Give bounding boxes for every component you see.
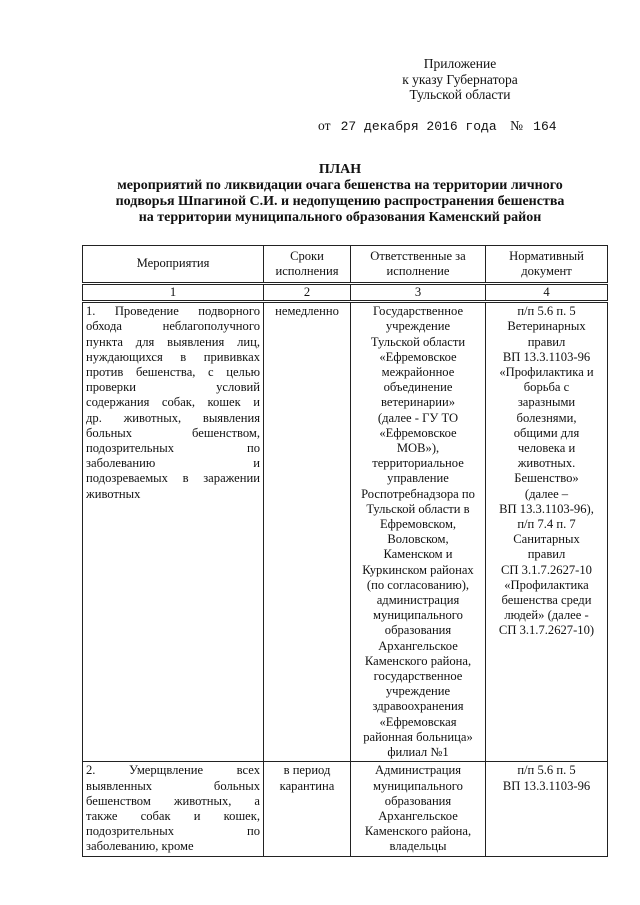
cell-line: бешенством животных, а xyxy=(86,793,260,808)
cell-line: (далее – xyxy=(524,486,569,501)
cell-line: «Профилактика и xyxy=(499,365,594,380)
cell-line: (по согласованию), xyxy=(366,577,470,592)
cell-line: здравоохранения xyxy=(372,699,464,714)
term-cell xyxy=(264,302,351,762)
cell-line: проверки условий xyxy=(86,380,260,395)
cell-line: человека и xyxy=(517,441,576,456)
responsible-cell xyxy=(351,762,486,856)
cell-line: «Профилактика xyxy=(504,577,589,592)
cell-line: Каменского района, xyxy=(364,824,472,839)
cell-line: обхода неблагополучного xyxy=(86,319,260,334)
appendix-line-3: Тульской области xyxy=(409,87,511,102)
cell-line: нуждающихся в прививках xyxy=(86,349,260,364)
cell-line: ВП 13.3.1103-96 xyxy=(502,349,591,364)
title-line-3: на территории муниципального образования Каменский район xyxy=(138,210,542,225)
cell-line: Тульской области в xyxy=(366,501,470,516)
cell-line: выявленных больных xyxy=(86,778,260,793)
cell-line: карантина xyxy=(279,778,335,793)
header-responsible: Ответственные за исполнение xyxy=(351,246,486,284)
table-row xyxy=(83,302,608,762)
cell-line: Администрация xyxy=(374,763,462,778)
decree-date-line xyxy=(318,118,557,134)
cell-line: др. животных, выявления xyxy=(86,410,260,425)
cell-line: межрайонное xyxy=(381,365,455,380)
cell-line: «Ефремовская xyxy=(379,714,457,729)
cell-line: п/п 5.6 п. 5 xyxy=(517,304,576,319)
cell-line: Тульской области xyxy=(370,334,466,349)
appendix-line-1: Приложение xyxy=(423,56,497,71)
cell-line: СП 3.1.7.2627-10) xyxy=(498,623,595,638)
date-prefix: от xyxy=(318,118,331,133)
cell-line: ВП 13.3.1103-96 xyxy=(502,778,591,793)
plan-table xyxy=(82,245,608,857)
decree-number: 164 xyxy=(533,119,557,134)
cell-line: Воловском, xyxy=(387,532,449,547)
cell-line: Государственное xyxy=(372,304,464,319)
cell-line: филиал №1 xyxy=(387,745,449,760)
cell-line: п/п 5.6 п. 5 xyxy=(517,763,576,778)
cell-line: 2. Умерщвление всех xyxy=(86,763,260,778)
cell-line: районная больница» xyxy=(363,729,473,744)
cell-line: владельцы xyxy=(389,839,447,854)
column-number: 3 xyxy=(351,284,486,302)
title-heading: ПЛАН xyxy=(318,162,362,177)
cell-line: территориальное xyxy=(372,456,464,471)
cell-line: содержания собак, кошек и xyxy=(86,395,260,410)
cell-line: образования xyxy=(384,793,452,808)
table-row xyxy=(83,762,608,856)
cell-line: немедленно xyxy=(275,304,339,319)
column-number-row xyxy=(83,284,608,302)
cell-line: ветеринарии» xyxy=(381,395,455,410)
cell-line: заразными xyxy=(517,395,576,410)
cell-line: также собак и кошек, xyxy=(86,808,260,823)
cell-line: учреждение xyxy=(385,319,451,334)
cell-line: Санитарных xyxy=(513,532,580,547)
cell-line: правил xyxy=(527,334,566,349)
title-line-2: подворья Шпагиной С.И. и недопущению распространения бешенства xyxy=(115,194,565,209)
column-number: 2 xyxy=(264,284,351,302)
appendix-line-2: к указу Губернатора xyxy=(402,71,518,87)
cell-line: Ефремовском, xyxy=(379,517,457,532)
cell-line: Каменского района, xyxy=(364,653,472,668)
cell-line: заболеванию, кроме xyxy=(86,839,194,854)
normative-document-cell xyxy=(486,762,608,856)
cell-line: объединение xyxy=(383,380,453,395)
cell-line: «Ефремовское xyxy=(379,425,457,440)
column-number: 1 xyxy=(83,284,264,302)
cell-line: подозрительных по xyxy=(86,441,260,456)
cell-line: «Ефремовское xyxy=(379,349,457,364)
cell-line: животных xyxy=(86,486,141,501)
cell-line: людей» (далее - xyxy=(504,608,589,623)
appendix-block xyxy=(360,56,560,103)
cell-line: Архангельское xyxy=(378,638,458,653)
cell-line: Архангельское xyxy=(378,808,458,823)
term-cell xyxy=(264,762,351,856)
cell-line: муниципального xyxy=(373,778,463,793)
cell-line: ВП 13.3.1103-96), xyxy=(499,501,594,516)
cell-line: подозрительных по xyxy=(86,824,260,839)
cell-line: учреждение xyxy=(385,684,451,699)
title-line-1: мероприятий по ликвидации очага бешенства на территории личного xyxy=(117,178,563,193)
cell-line: Бешенство» xyxy=(514,471,579,486)
normative-document-cell xyxy=(486,302,608,762)
cell-line: Роспотребнадзора по xyxy=(361,486,475,501)
column-number: 4 xyxy=(486,284,608,302)
measure-cell xyxy=(83,762,264,856)
cell-line: больных бешенством, xyxy=(86,425,260,440)
cell-line: Каменском и xyxy=(383,547,453,562)
cell-line: образования xyxy=(384,623,452,638)
header-measures: Мероприятия xyxy=(83,246,264,284)
number-sign: № xyxy=(510,118,524,133)
cell-line: заболеванию и xyxy=(86,456,260,471)
cell-line: против бешенства, с целью xyxy=(86,365,260,380)
decree-date: 27 декабря 2016 года xyxy=(340,119,497,134)
cell-line: общими для xyxy=(513,425,580,440)
cell-line: (далее - ГУ ТО xyxy=(377,410,459,425)
measure-cell xyxy=(83,302,264,762)
cell-line: бешенства среди xyxy=(501,593,592,608)
cell-line: правил xyxy=(527,547,566,562)
cell-line: борьба с xyxy=(523,380,570,395)
cell-line: п/п 7.4 п. 7 xyxy=(517,517,576,532)
cell-line: СП 3.1.7.2627-10 xyxy=(501,562,592,577)
cell-line: МОВ»), xyxy=(396,441,440,456)
header-terms: Сроки исполнения xyxy=(264,246,351,284)
header-normative-document: Нормативный документ xyxy=(486,246,608,284)
cell-line: управление xyxy=(387,471,449,486)
table-header-row xyxy=(83,246,608,284)
cell-line: государственное xyxy=(373,669,463,684)
cell-line: администрация xyxy=(376,593,460,608)
cell-line: животных. xyxy=(517,456,576,471)
document-title xyxy=(80,162,600,226)
cell-line: пункта для выявления лиц, xyxy=(86,334,260,349)
cell-line: Ветеринарных xyxy=(507,319,586,334)
cell-line: Куркинском районах xyxy=(362,562,474,577)
cell-line: болезнями, xyxy=(516,410,577,425)
cell-line: подозреваемых в заражении xyxy=(86,471,260,486)
cell-line: в период xyxy=(283,763,331,778)
cell-line: муниципального xyxy=(373,608,463,623)
cell-line: 1. Проведение подворного xyxy=(86,304,260,319)
responsible-cell xyxy=(351,302,486,762)
